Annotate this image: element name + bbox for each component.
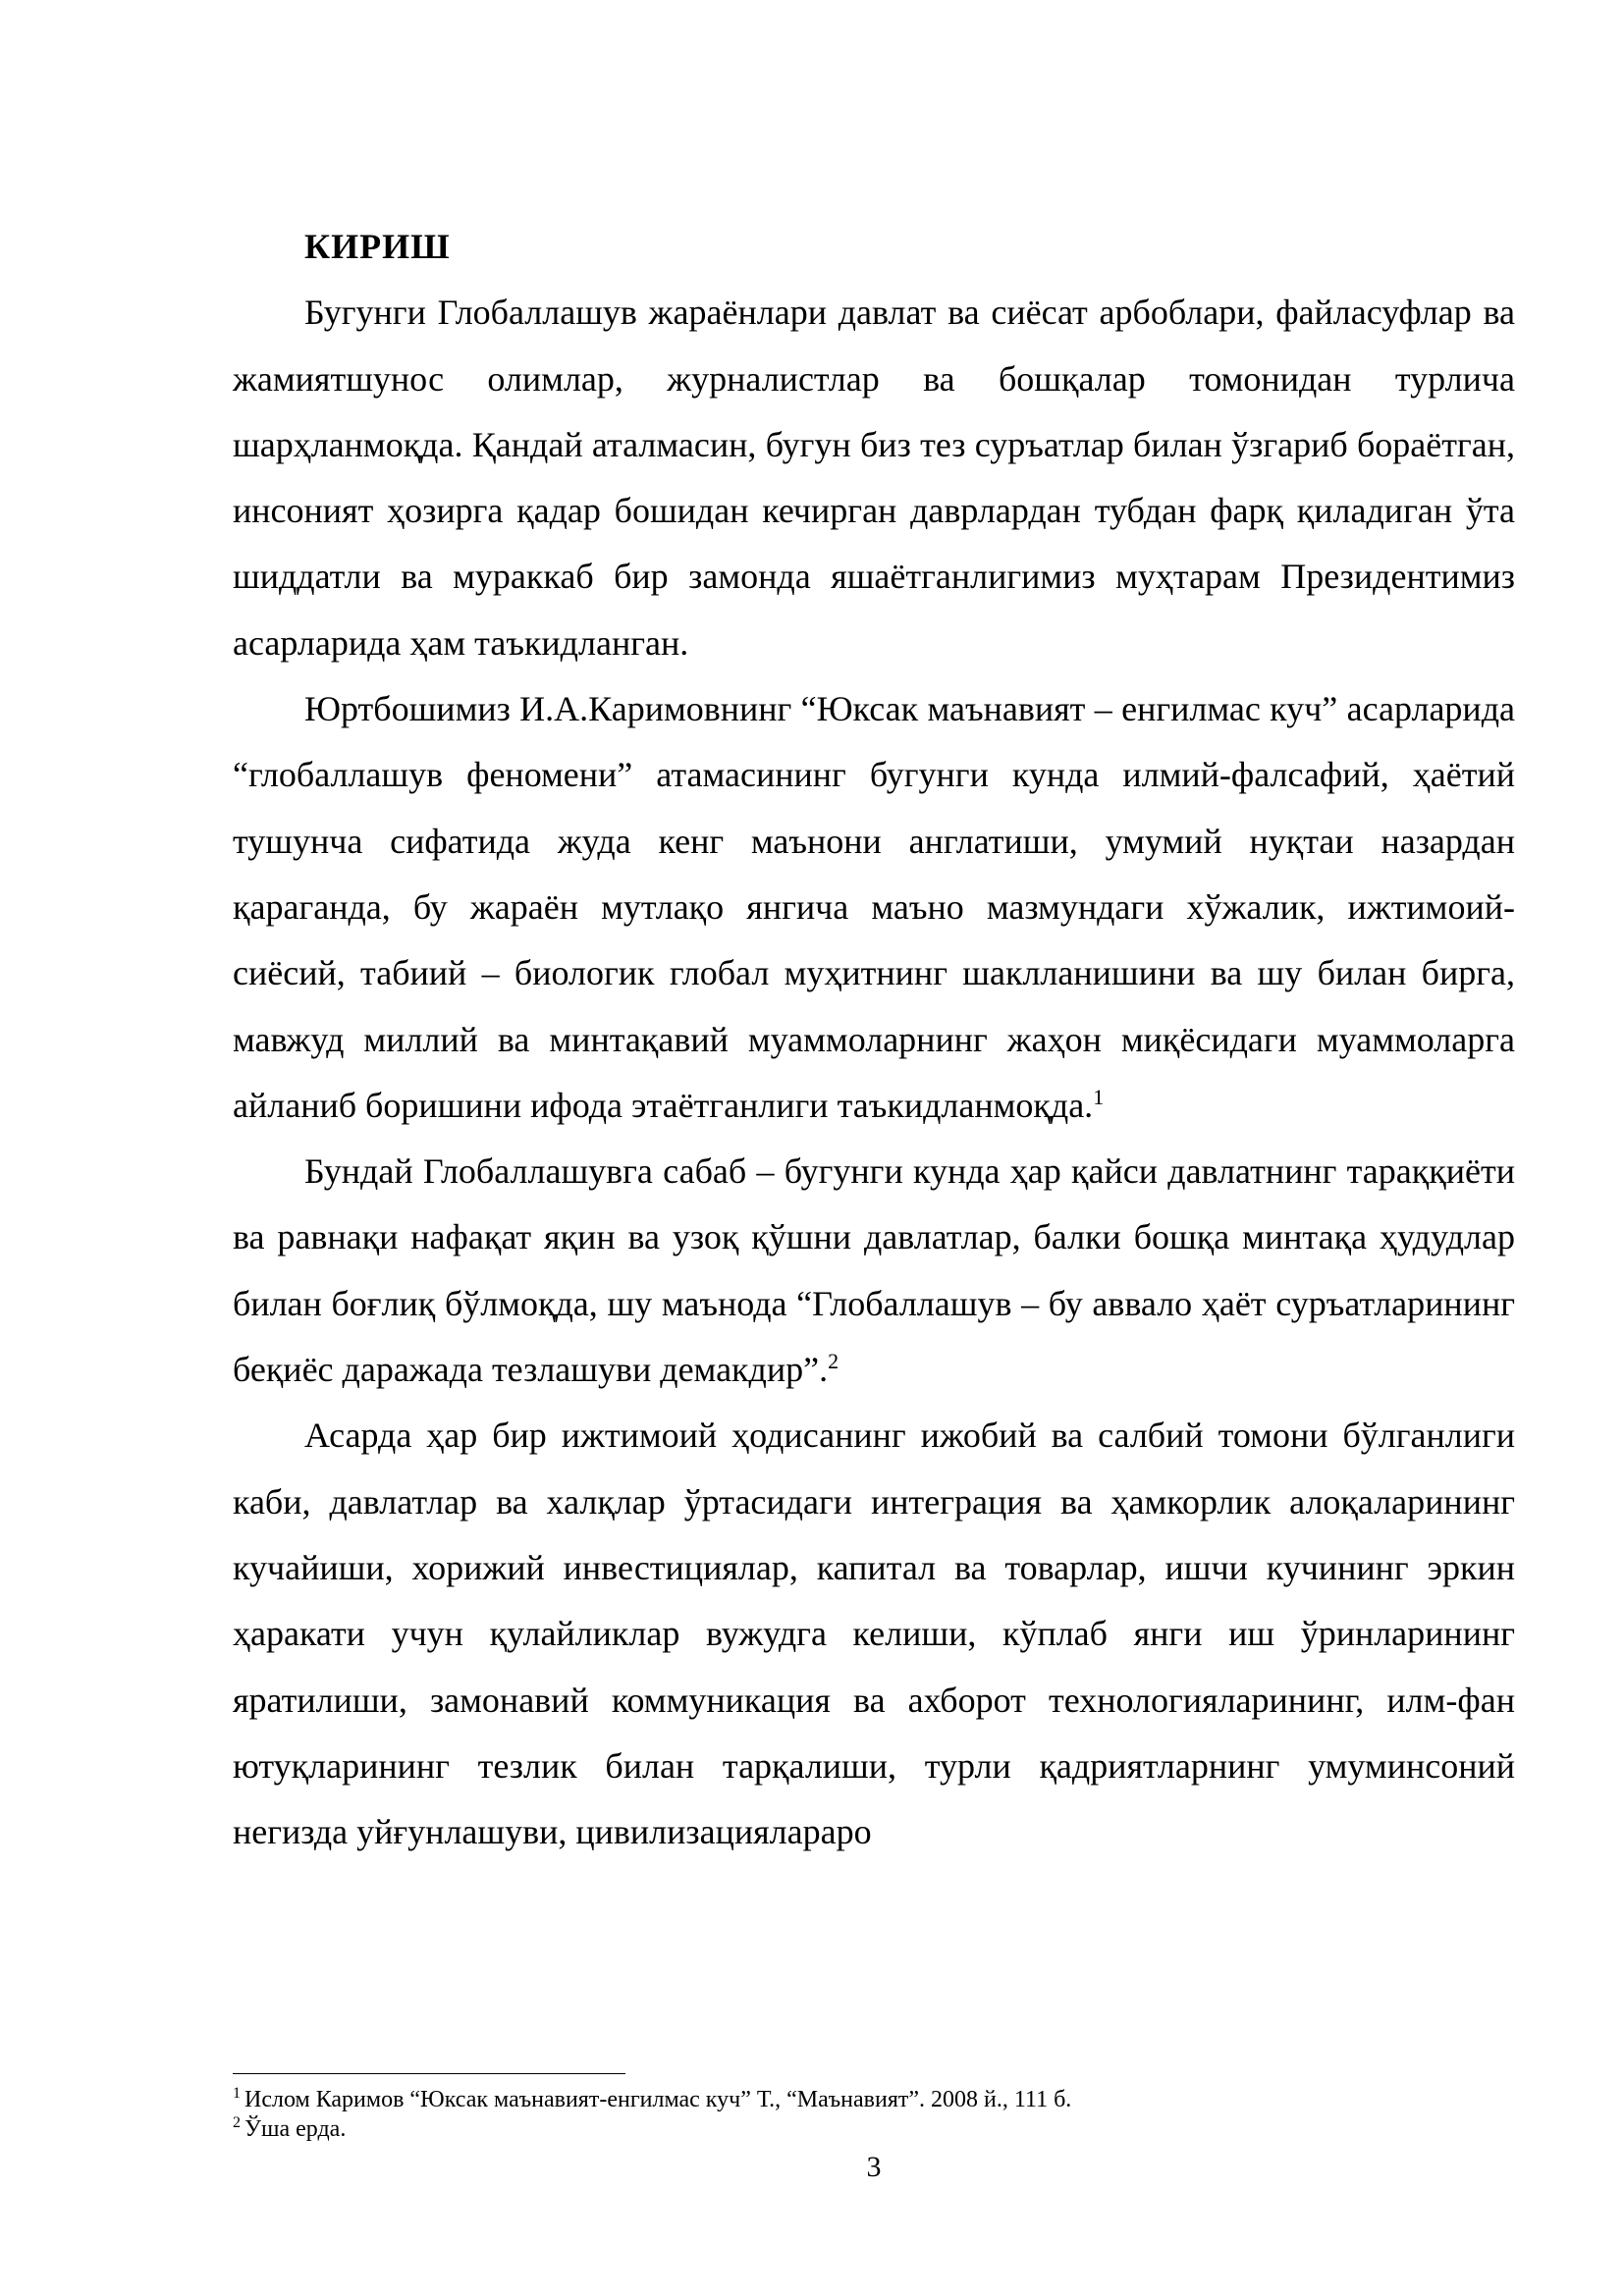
main-text: [233, 214, 1515, 1865]
paragraph-3: [233, 1139, 1515, 1403]
footnote-number: 2: [233, 2114, 241, 2131]
footnote-number: 1: [233, 2085, 241, 2102]
footnote-text: Ислом Каримов “Юксак маънавият-енгилмас куч” Т., “Маънавият”. 2008 й., 111 б.: [244, 2087, 1072, 2112]
paragraph-2: [233, 676, 1515, 1139]
paragraph-1: [233, 280, 1515, 676]
section-heading: КИРИШ: [304, 227, 451, 266]
paragraph-text: Бундай Глобаллашувга сабаб – бугунги кунда ҳар қайси давлатнинг тараққиёти ва равнақи нафақат яқин ва узоқ қўшни давлатлар, балки бошқа минтақа ҳудудлар билан боғлиқ бўлмоқда, шу маънода “Глобаллашув – бу аввало ҳаёт суръатларининг беқиёс даражада тезлашуви демакдир”.: [233, 1151, 1515, 1390]
footnote-separator: [233, 2073, 625, 2074]
footnote-text: Ўша ерда.: [244, 2116, 347, 2142]
page-number: 3: [866, 2151, 882, 2183]
paragraph-text: Асарда ҳар бир ижтимоий ҳодисанинг ижобий ва салбий томони бўлганлиги каби, давлатлар ва халқлар ўртасидаги интеграция ва ҳамкорлик алоқаларининг кучайиши, хорижий инвестициялар, капитал ва товарлар, ишчи кучининг эркин ҳаракати учун қулайликлар вужудга келиши, кўплаб янги иш ўринларининг яратилиши, замонавий коммуникация ва ахборот технологияларининг, илм-фан ютуқларининг тезлик билан тарқалиши, турли қадриятларнинг умуминсоний негизда уйғунлашуви, цивилизациялараро: [233, 1415, 1515, 1852]
footnote-ref[interactable]: 1: [1093, 1084, 1105, 1109]
paragraph-text: Бугунги Глобаллашув жараёнлари давлат ва сиёсат арбоблари, файласуфлар ва жамиятшунос олимлар, журналистлар ва бошқалар томонидан турлича шарҳланмоқда. Қандай аталмасин, бугун биз тез суръатлар билан ўзгариб бораётган, инсоният ҳозирга қадар бошидан кечирган даврлардан тубдан фарқ қиладиган ўта шиддатли ва мураккаб бир замонда яшаётганлигимиз муҳтарам Президентимиз асарларида ҳам таъкидланган.: [233, 293, 1515, 663]
footnote-2: [233, 2114, 1515, 2144]
paragraph-text: Юртбошимиз И.А.Каримовнинг “Юксак маънавият – енгилмас куч” асарларида “глобаллашув феномени” атамасининг бугунги кунда илмий-фалсафий, ҳаётий тушунча сифатида жуда кенг маънони англатиши, умумий нуқтаи назардан қараганда, бу жараён мутлақо янгича маъно мазмундаги хўжалик, ижтимоий-сиёсий, табиий – биологик глобал муҳитнинг шаклланишини ва шу билан бирга, мавжуд миллий ва минтақавий муаммоларнинг жаҳон миқёсидаги муаммоларга айланиб боришини ифода этаётганлиги таъкидланмоқда.: [233, 689, 1515, 1125]
paragraph-4: [233, 1403, 1515, 1865]
footnote-1: [233, 2085, 1515, 2114]
footnote-ref[interactable]: 2: [828, 1349, 839, 1374]
footnotes: [233, 2085, 1515, 2144]
